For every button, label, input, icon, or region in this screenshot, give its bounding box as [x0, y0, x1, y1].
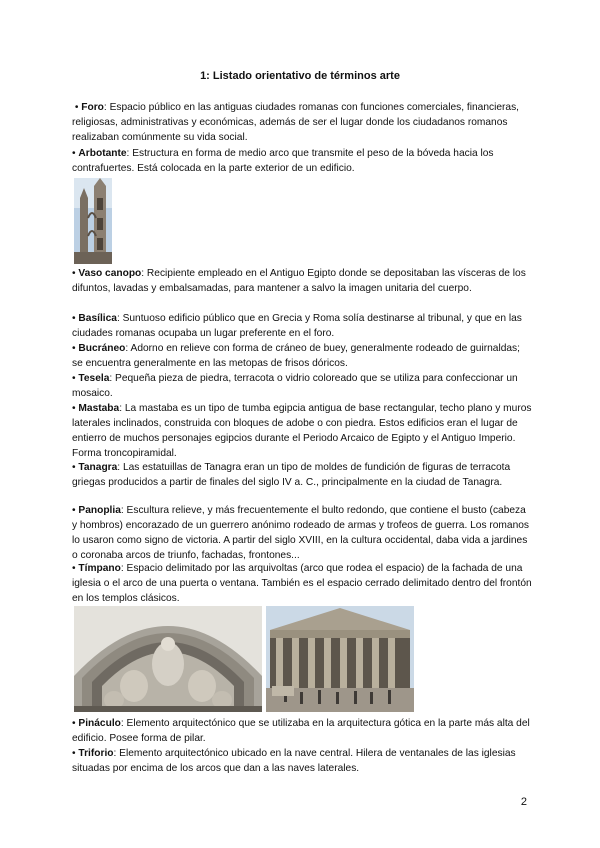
entry-definition: : Las estatuillas de Tanagra eran un tipo de moldes de fundición de figuras de terracota griegas producidos a partir de finales del siglo IV a. C., principalmente en la ciudad de Tanagra.	[72, 462, 511, 488]
entry-tesela	[72, 371, 532, 401]
page-number: 2	[520, 796, 527, 808]
entry-definition: : Elemento arquitectónico ubicado en la nave central. Hilera de ventanales de las iglesias situadas por encima de los arcos que dan a las naves laterales.	[72, 748, 516, 774]
bullet: •	[72, 343, 76, 354]
entry-term: Foro	[81, 102, 104, 113]
bullet: •	[72, 373, 76, 384]
entry-term: Bucráneo	[78, 343, 126, 354]
entry-term: Tímpano	[78, 563, 121, 574]
entry-definition: : Recipiente empleado en el Antiguo Egipto donde se depositaban las vísceras de los difuntos, lavadas y embalsamadas, para mantener a salvo la imagen unitaria del cuerpo.	[72, 268, 526, 294]
entry-term: Pináculo	[78, 718, 121, 729]
entry-tanagra	[72, 460, 532, 490]
entry-basilica	[72, 311, 532, 341]
bullet: •	[74, 102, 79, 113]
entry-term: Basílica	[78, 313, 117, 324]
entry-foro	[72, 100, 532, 145]
bullet: •	[72, 462, 76, 473]
entry-definition: : Suntuoso edificio público que en Grecia y Roma solía destinarse al tribunal, y que en las ciudades romanas ocupaba un lugar preferente en el foro.	[72, 313, 522, 339]
entry-term: Mastaba	[78, 403, 120, 414]
bullet: •	[72, 268, 76, 279]
entry-arbotante	[72, 146, 532, 176]
entry-term: Triforio	[78, 748, 114, 759]
entry-pinaculo	[72, 716, 532, 746]
entry-definition: : Elemento arquitectónico que se utilizaba en la arquitectura gótica en la parte más alta del edificio. Posee forma de pilar.	[72, 718, 530, 744]
entry-term: Tanagra	[78, 462, 118, 473]
bullet: •	[72, 718, 76, 729]
arbotante-image	[74, 178, 112, 264]
pantheon-image	[266, 606, 414, 712]
entry-definition: : Pequeña pieza de piedra, terracota o vidrio coloreado que se utiliza para confeccionar un mosaico.	[72, 373, 518, 399]
entry-term: Vaso canopo	[78, 268, 142, 279]
entry-definition: : Espacio público en las antiguas ciudades romanas con funciones comerciales, financieras, religiosas, administrativas y económicas, además de ser el lugar donde los ciudadanos romanos realizaban comúnmente su vida social.	[72, 102, 519, 143]
entry-definition: : Estructura en forma de medio arco que transmite el peso de la bóveda hacia los contrafuertes. Está colocada en la parte exterior de un edificio.	[72, 148, 494, 174]
entry-timpano	[72, 561, 532, 606]
entry-definition: : Escultura relieve, y más frecuentemente el bulto redondo, que contiene el busto (cabeza y hombros) encorazado de un guerrero anónimo rodeado de armas y trofeos de guerra. Los romanos lo usaron como signo de victoria. A partir del siglo XVIII, en la cultura occidental, daba vida a jardines o coronaba arcos de triunfo, fachadas, frontones...	[72, 505, 529, 561]
entry-definition: : Espacio delimitado por las arquivoltas (arco que rodea el espacio) de la fachada de una iglesia o el arco de una puerta o ventana. También es el espacio cerrado delimitado dentro del frontón en los templos clásicos.	[72, 563, 532, 604]
entry-definition: : La mastaba es un tipo de tumba egipcia antigua de base rectangular, techo plano y muros laterales inclinados, construida con bloques de adobe o con piedra. Estos edificios eran el lugar de entierro de muchos personajes egipcios durante el Periodo Arcaico de Egipto y el Antiguo Imperio. Forma troncopiramidal.	[72, 403, 532, 459]
entry-triforio	[72, 746, 532, 776]
entry-term: Panoplia	[78, 505, 121, 516]
bullet: •	[72, 313, 76, 324]
entry-term: Tesela	[78, 373, 110, 384]
bullet: •	[72, 403, 76, 414]
entry-panoplia	[72, 503, 532, 563]
tympanum-relief-image	[74, 606, 262, 712]
entry-definition: : Adorno en relieve con forma de cráneo de buey, generalmente rodeado de guirnaldas; se encuentra generalmente en las metopas de frisos dóricos.	[72, 343, 520, 369]
bullet: •	[72, 148, 76, 159]
entry-vaso-canopo	[72, 266, 532, 296]
page-title: 1: Listado orientativo de términos arte	[200, 70, 400, 82]
entry-mastaba	[72, 401, 532, 461]
entry-term: Arbotante	[78, 148, 127, 159]
bullet: •	[72, 563, 76, 574]
bullet: •	[72, 505, 76, 516]
entry-bucraneo	[72, 341, 532, 371]
bullet: •	[72, 748, 76, 759]
